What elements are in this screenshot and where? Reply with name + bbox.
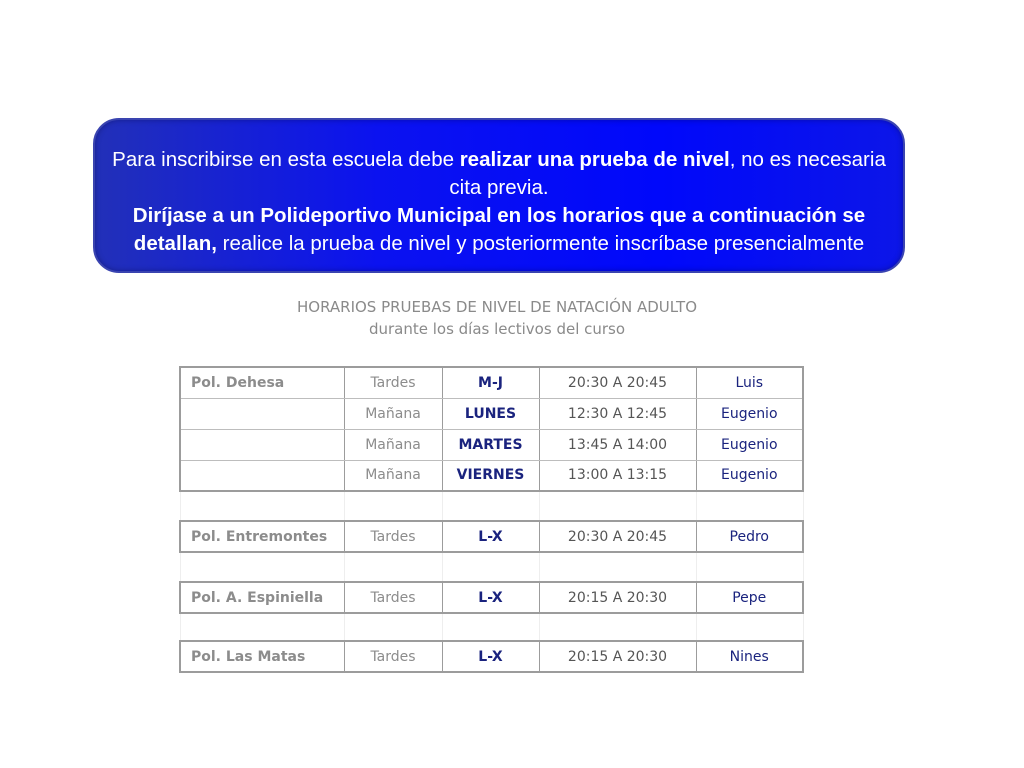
level-test-schedule-table <box>179 366 804 673</box>
notice-bold-level-test: realizar una prueba de nivel <box>459 148 730 171</box>
sports-center-cell: Pol. Las Matas <box>180 641 344 672</box>
spacer-cell <box>539 613 696 641</box>
days-cell: LUNES <box>442 398 539 429</box>
spacer-row <box>180 491 803 521</box>
spacer-cell <box>180 552 344 582</box>
sports-center-cell <box>180 398 344 429</box>
days-cell: MARTES <box>442 429 539 460</box>
notice-text-part3: realice la prueba de nivel y posteriormente inscríbase presencialmente <box>216 232 865 255</box>
time-cell: 20:30 A 20:45 <box>539 367 696 398</box>
spacer-cell <box>442 613 539 641</box>
schedule-heading: HORARIOS PRUEBAS DE NIVEL DE NATACIÓN ADULTO <box>296 298 698 316</box>
days-cell: M-J <box>442 367 539 398</box>
spacer-cell <box>539 491 696 521</box>
table-row <box>180 398 803 429</box>
spacer-cell <box>442 552 539 582</box>
shift-cell: Mañana <box>344 429 442 460</box>
instructor-cell: Luis <box>696 367 803 398</box>
table-row <box>180 582 803 613</box>
shift-cell: Mañana <box>344 460 442 491</box>
time-cell: 20:30 A 20:45 <box>539 521 696 552</box>
schedule-subheading: durante los días lectivos del curso <box>368 320 626 338</box>
instructor-cell: Nines <box>696 641 803 672</box>
spacer-cell <box>344 491 442 521</box>
enrollment-notice-box <box>93 118 905 273</box>
sports-center-cell: Pol. Entremontes <box>180 521 344 552</box>
instructor-cell: Pedro <box>696 521 803 552</box>
time-cell: 13:00 A 13:15 <box>539 460 696 491</box>
time-cell: 20:15 A 20:30 <box>539 582 696 613</box>
spacer-cell <box>696 491 803 521</box>
sports-center-cell <box>180 460 344 491</box>
shift-cell: Mañana <box>344 398 442 429</box>
table-row <box>180 429 803 460</box>
notice-bold-go-to-sports-center: Diríjase a un Polideportivo Municipal en los horarios que a continuación se detallan, <box>132 204 866 255</box>
spacer-cell <box>180 613 344 641</box>
time-cell: 20:15 A 20:30 <box>539 641 696 672</box>
spacer-row <box>180 613 803 641</box>
notice-text-part2: , no es necesaria cita previa. <box>449 148 886 199</box>
sports-center-cell: Pol. Dehesa <box>180 367 344 398</box>
spacer-cell <box>696 613 803 641</box>
days-cell: L-X <box>442 521 539 552</box>
days-cell: L-X <box>442 641 539 672</box>
spacer-cell <box>344 613 442 641</box>
instructor-cell: Eugenio <box>696 460 803 491</box>
spacer-cell <box>696 552 803 582</box>
time-cell: 12:30 A 12:45 <box>539 398 696 429</box>
notice-text-part1: Para inscribirse en esta escuela debe <box>112 148 460 171</box>
spacer-cell <box>539 552 696 582</box>
enrollment-notice-text <box>95 146 903 258</box>
instructor-cell: Eugenio <box>696 429 803 460</box>
spacer-cell <box>344 552 442 582</box>
time-cell: 13:45 A 14:00 <box>539 429 696 460</box>
spacer-row <box>180 552 803 582</box>
days-cell: L-X <box>442 582 539 613</box>
table-row <box>180 521 803 552</box>
table-row <box>180 367 803 398</box>
instructor-cell: Eugenio <box>696 398 803 429</box>
spacer-cell <box>442 491 539 521</box>
shift-cell: Tardes <box>344 582 442 613</box>
sports-center-cell: Pol. A. Espiniella <box>180 582 344 613</box>
spacer-cell <box>180 491 344 521</box>
shift-cell: Tardes <box>344 641 442 672</box>
sports-center-cell <box>180 429 344 460</box>
shift-cell: Tardes <box>344 367 442 398</box>
table-row <box>180 460 803 491</box>
shift-cell: Tardes <box>344 521 442 552</box>
days-cell: VIERNES <box>442 460 539 491</box>
instructor-cell: Pepe <box>696 582 803 613</box>
table-row <box>180 641 803 672</box>
